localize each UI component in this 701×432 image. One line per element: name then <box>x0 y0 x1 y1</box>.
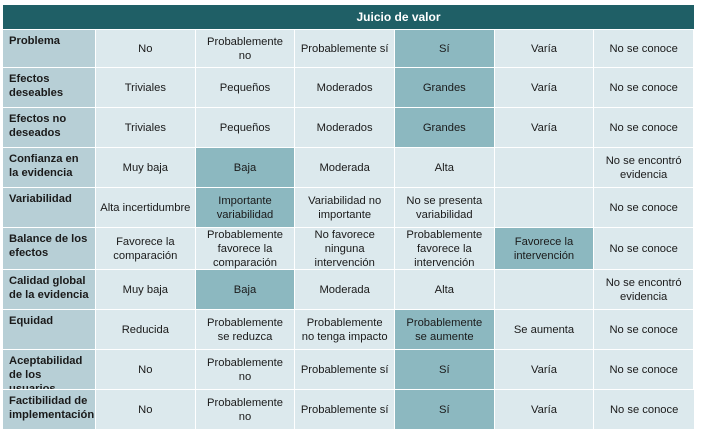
judgment-cell: No se conoce <box>594 187 694 227</box>
judgment-cell: No se presenta variabilidad <box>395 187 495 227</box>
judgment-cell: Varía <box>495 107 595 147</box>
judgment-cell: No se conoce <box>594 389 694 429</box>
judgment-cell: Varía <box>495 29 595 67</box>
judgment-cell: Se aumenta <box>495 309 595 349</box>
row-label: Problema <box>3 29 96 67</box>
judgment-cell: No se conoce <box>594 107 694 147</box>
judgment-cell: Varía <box>495 349 595 389</box>
judgment-cell: No se conoce <box>594 227 694 269</box>
judgment-cell: Varía <box>495 389 595 429</box>
judgment-cell: Probablemente no tenga impacto <box>295 309 395 349</box>
selected-judgment-cell: Sí <box>395 389 495 429</box>
judgment-cell: Probablemente no <box>196 29 296 67</box>
row-label: Efectos deseables <box>3 67 96 107</box>
selected-judgment-cell: Baja <box>196 147 296 187</box>
judgment-cell: Muy baja <box>96 269 196 309</box>
selected-judgment-cell: Favorece la intervención <box>495 227 595 269</box>
judgment-cell: Alta incertidumbre <box>96 187 196 227</box>
judgment-cell <box>495 147 595 187</box>
judgment-cell: Varía <box>495 67 595 107</box>
row-label: Factibilidad de implementación <box>3 389 96 429</box>
judgment-cell: No se conoce <box>594 349 694 389</box>
header-title: Juicio de valor <box>356 10 441 24</box>
selected-judgment-cell: Baja <box>196 269 296 309</box>
judgment-cell: Alta <box>395 147 495 187</box>
judgment-cell: Triviales <box>96 67 196 107</box>
judgment-cell: Probablemente no <box>196 349 296 389</box>
selected-judgment-cell: Sí <box>395 29 495 67</box>
judgment-cell: No se encontró evidencia <box>594 147 694 187</box>
judgment-cell: Probablemente favorece la intervención <box>395 227 495 269</box>
selected-judgment-cell: Grandes <box>395 67 495 107</box>
judgment-cell: No <box>96 349 196 389</box>
row-label: Calidad global de la evidencia <box>3 269 96 309</box>
judgment-cell: Moderada <box>295 147 395 187</box>
selected-judgment-cell: Importante variabilidad <box>196 187 296 227</box>
judgment-cell: Pequeños <box>196 67 296 107</box>
judgment-cell <box>495 187 595 227</box>
row-label: Equidad <box>3 309 96 349</box>
judgment-cell: Moderada <box>295 269 395 309</box>
row-label: Balance de los efectos <box>3 227 96 269</box>
judgment-cell: Triviales <box>96 107 196 147</box>
judgment-cell: Probablemente sí <box>295 29 395 67</box>
judgment-cell: No favorece ninguna intervención <box>295 227 395 269</box>
value-judgment-table <box>3 5 694 429</box>
selected-judgment-cell: Grandes <box>395 107 495 147</box>
judgment-cell: Pequeños <box>196 107 296 147</box>
judgment-cell: Favorece la comparación <box>96 227 196 269</box>
judgment-cell: No se conoce <box>594 29 694 67</box>
table-header <box>3 5 694 29</box>
row-label: Variabilidad <box>3 187 96 227</box>
judgment-cell: Probablemente favorece la comparación <box>196 227 296 269</box>
judgment-cell: Probablemente sí <box>295 389 395 429</box>
judgment-cell: Moderados <box>295 107 395 147</box>
judgment-cell: No <box>96 29 196 67</box>
judgment-cell: Reducida <box>96 309 196 349</box>
row-label: Efectos no deseados <box>3 107 96 147</box>
judgment-cell: Alta <box>395 269 495 309</box>
judgment-cell: Muy baja <box>96 147 196 187</box>
judgment-cell: No se encontró evidencia <box>594 269 694 309</box>
judgment-cell: Probablemente no <box>196 389 296 429</box>
table-body <box>3 29 694 429</box>
judgment-cell: No <box>96 389 196 429</box>
selected-judgment-cell: Sí <box>395 349 495 389</box>
judgment-cell: Probablemente se reduzca <box>196 309 296 349</box>
row-label: Confianza en la evidencia <box>3 147 96 187</box>
selected-judgment-cell: Probablemente se aumente <box>395 309 495 349</box>
judgment-cell: Probablemente sí <box>295 349 395 389</box>
judgment-cell: No se conoce <box>594 67 694 107</box>
row-label: Aceptabilidad de los <box>3 349 96 389</box>
judgment-cell: Variabilidad no importante <box>295 187 395 227</box>
judgment-cell: Moderados <box>295 67 395 107</box>
judgment-cell: No se conoce <box>594 309 694 349</box>
judgment-cell <box>495 269 595 309</box>
